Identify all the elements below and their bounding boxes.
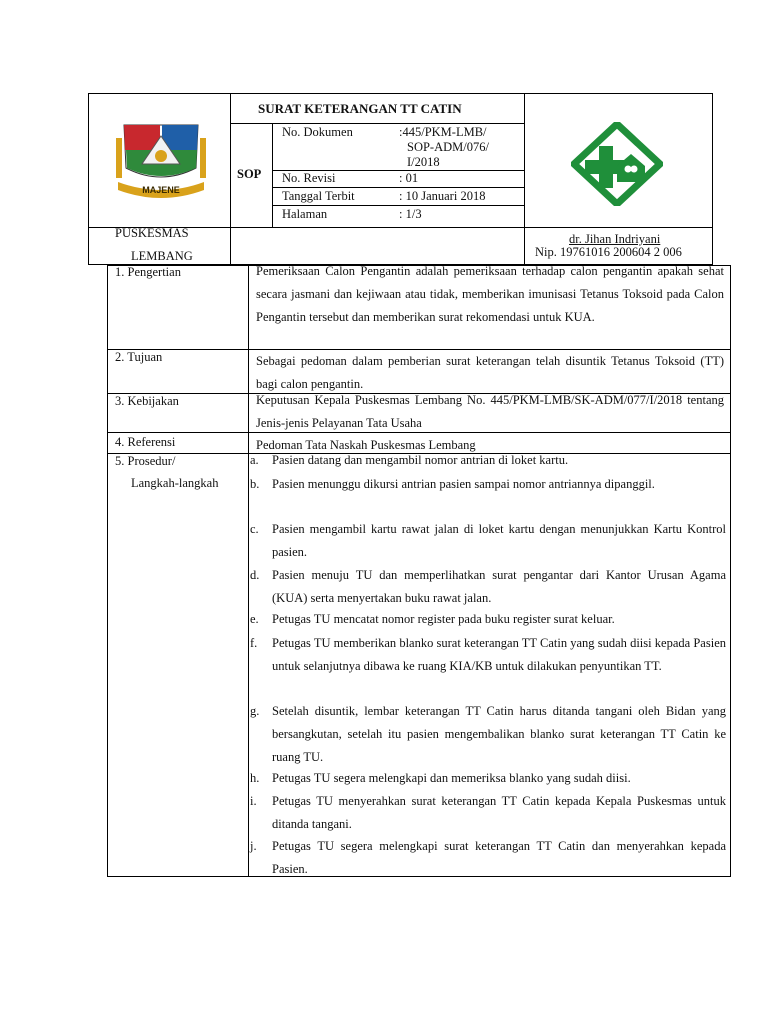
section-text-kebijakan: Keputusan Kepala Puskesmas Lembang No. 445/PKM-LMB/SK-ADM/077/I/2018 tentang Jenis-jenis Pelayanan Tata Usaha — [256, 393, 724, 430]
step-text: Petugas TU segera melengkapi dan memeriksa blanko yang sudah diisi. — [272, 771, 631, 785]
section-text-referensi: Pedoman Tata Naskah Puskesmas Lembang — [256, 438, 476, 452]
majene-emblem-logo — [112, 120, 210, 202]
meta-value-revision: : 01 — [399, 171, 419, 185]
section-label-referensi: 4. Referensi — [115, 435, 176, 449]
section-label-kebijakan: 3. Kebijakan — [115, 394, 179, 408]
section-text-pengertian: Pemeriksaan Calon Pengantin adalah pemeriksaan terhadap calon pengantin apakah sehat secara jasmani dan kejiwaan atau tidak, memberikan imunisasi Tetanus Toksoid pada Calon Pengantin tersebut dan memberikan surat rekomendasi untuk KUA. — [256, 264, 724, 324]
meta-value-doc-no-line3: I/2018 — [407, 155, 440, 169]
meta-label-revision: No. Revisi — [282, 171, 336, 185]
section-label-pengertian: 1. Pengertian — [115, 265, 181, 279]
step-marker: f. — [250, 636, 258, 650]
step-text: Petugas TU memberikan blanko surat keterangan TT Catin yang sudah diisi kepada Pasien untuk selanjutnya dibawa ke ruang KIA/KB untuk dilakukan penyuntikan TT. — [272, 636, 726, 673]
meta-value-doc-no-line2: SOP-ADM/076/ — [407, 140, 489, 154]
meta-value-doc-no-line1: :445/PKM-LMB/ — [399, 125, 487, 139]
step-marker: d. — [250, 568, 260, 582]
org-name-line1: PUSKESMAS — [115, 226, 189, 240]
step-marker: c. — [250, 522, 259, 536]
meta-label-issue-date: Tanggal Terbit — [282, 189, 355, 203]
step-text: Pasien menunggu dikursi antrian pasien sampai nomor antriannya dipanggil. — [272, 477, 655, 491]
puskesmas-logo — [571, 122, 663, 206]
step-text: Petugas TU menyerahkan surat keterangan TT Catin kepada Kepala Puskesmas untuk ditanda tangani. — [272, 794, 726, 831]
signer-nip: Nip. 19761016 200604 2 006 — [535, 245, 682, 259]
meta-label-doc-no: No. Dokumen — [282, 125, 353, 139]
section-label-tujuan: 2. Tujuan — [115, 350, 163, 364]
step-text: Pasien menuju TU dan memperlihatkan surat pengantar dari Kantor Urusan Agama (KUA) serta menyertakan buku rawat jalan. — [272, 568, 726, 605]
step-text: Pasien mengambil kartu rawat jalan di loket kartu dengan menunjukkan Kartu Kontrol pasien. — [272, 522, 726, 559]
step-marker: e. — [250, 612, 259, 626]
step-marker: h. — [250, 771, 260, 785]
page-title: SURAT KETERANGAN TT CATIN — [258, 101, 462, 116]
step-marker: a. — [250, 453, 259, 467]
meta-value-issue-date: : 10 Januari 2018 — [399, 189, 486, 203]
org-name-line2: LEMBANG — [131, 249, 193, 263]
meta-label-page: Halaman — [282, 207, 328, 221]
step-text: Setelah disuntik, lembar keterangan TT Catin harus ditanda tangani oleh Bidan yang bersangkutan, setelah itu pasien mengembalikan blanko surat keterangan TT Catin ke ruang TU. — [272, 704, 726, 764]
section-label-prosedur-line1: 5. Prosedur/ — [115, 454, 176, 468]
step-text: Petugas TU mencatat nomor register pada buku register surat keluar. — [272, 612, 615, 626]
signer-name: dr. Jihan Indriyani — [569, 232, 661, 246]
meta-value-page: : 1/3 — [399, 207, 422, 221]
emblem-banner-text: MAJENE — [142, 185, 180, 195]
step-marker: g. — [250, 704, 260, 718]
step-marker: b. — [250, 477, 260, 491]
step-marker: j. — [250, 839, 257, 853]
step-text: Pasien datang dan mengambil nomor antrian di loket kartu. — [272, 453, 569, 467]
section-label-prosedur-line2: Langkah-langkah — [131, 476, 219, 490]
sop-label: SOP — [237, 167, 262, 181]
step-marker: i. — [250, 794, 257, 808]
step-text: Petugas TU segera melengkapi surat keterangan TT Catin dan menyerahkan kepada Pasien. — [272, 839, 726, 876]
section-text-tujuan: Sebagai pedoman dalam pemberian surat keterangan telah disuntik Tetanus Toksoid (TT) bagi calon pengantin. — [256, 354, 724, 391]
